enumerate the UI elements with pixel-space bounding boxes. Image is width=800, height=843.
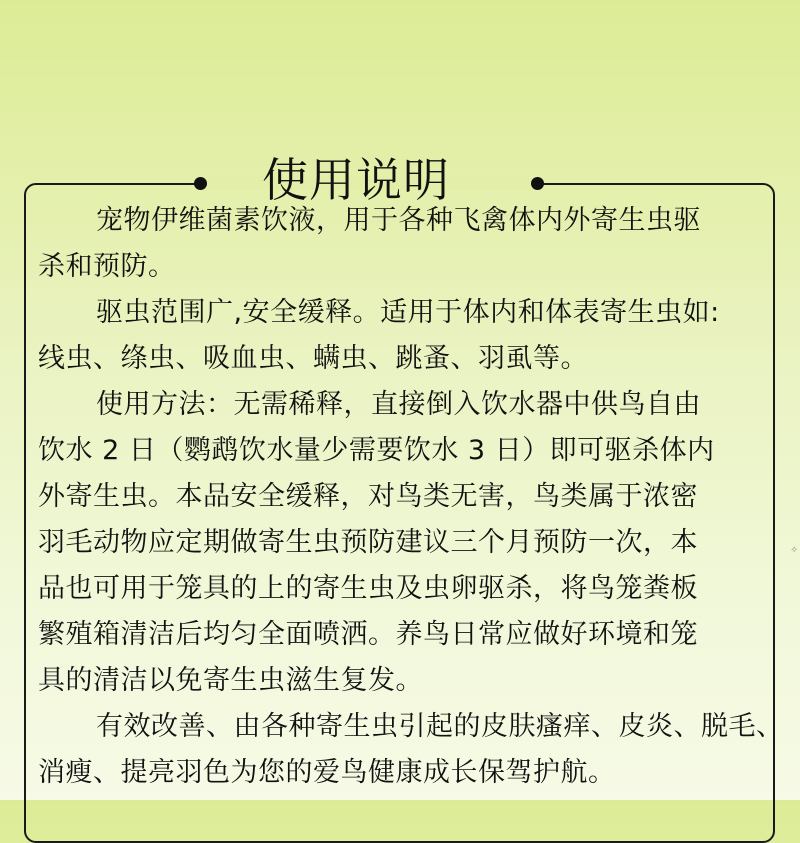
paragraph-4-line-1: 有效改善、由各种寄生虫引起的皮肤瘙痒、皮炎、脱毛、 (96, 711, 784, 742)
paragraph-3-line-7: 具的清洁以免寄生虫滋生复发。 (38, 665, 423, 696)
paragraph-3-line-3: 外寄生虫。本品安全缓释，对鸟类无害，鸟类属于浓密 (38, 481, 698, 512)
paragraph-4-line-2: 消瘦、提亮羽色为您的爱鸟健康成长保驾护航。 (38, 757, 616, 788)
dot-icon (194, 177, 207, 190)
paragraph-1-line-1: 宠物伊维菌素饮液，用于各种飞禽体内外寄生虫驱 (96, 205, 701, 236)
sparkle-icon: ✧ (790, 545, 799, 556)
instructions-body (38, 198, 784, 796)
paragraph-3-line-2: 饮水 2 日（鹦鹉饮水量少需要饮水 3 日）即可驱杀体内 (38, 435, 715, 466)
paragraph-3-line-4: 羽毛动物应定期做寄生虫预防建议三个月预防一次，本 (38, 527, 698, 558)
paragraph-3-line-5: 品也可用于笼具的上的寄生虫及虫卵驱杀，将鸟笼粪板 (38, 573, 698, 604)
paragraph-3-line-6: 繁殖箱清洁后均匀全面喷洒。养鸟日常应做好环境和笼 (38, 619, 698, 650)
paragraph-3-line-1: 使用方法：无需稀释，直接倒入饮水器中供鸟自由 (96, 389, 701, 420)
page-title: 使用说明 (262, 153, 450, 207)
paragraph-2-line-2: 线虫、绦虫、吸血虫、螨虫、跳蚤、羽虱等。 (38, 343, 588, 374)
dot-icon (531, 177, 544, 190)
paragraph-1-line-2: 杀和预防。 (38, 251, 176, 282)
paragraph-2-line-1: 驱虫范围广,安全缓释。适用于体内和体表寄生虫如: (96, 297, 720, 328)
